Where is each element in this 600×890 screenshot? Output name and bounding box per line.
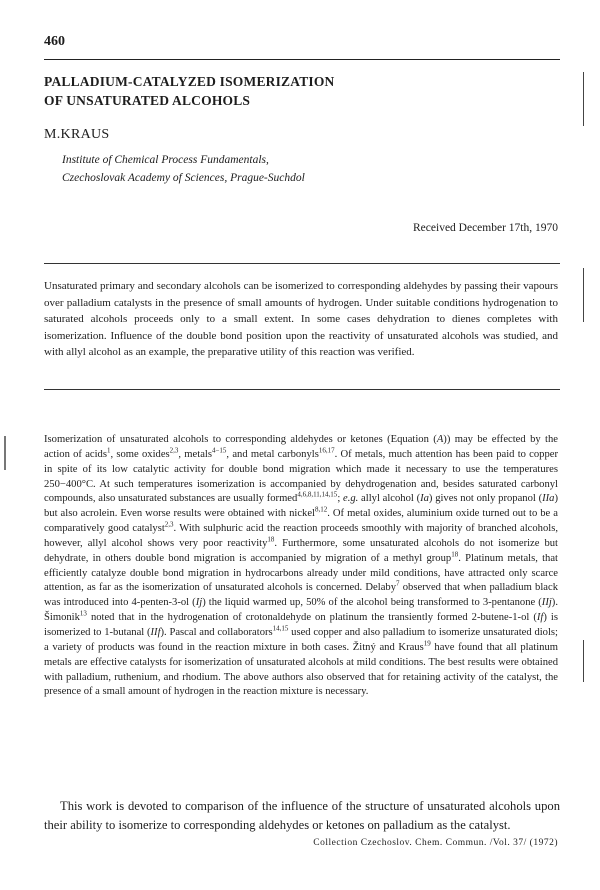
title-line-1: PALLADIUM-CATALYZED ISOMERIZATION xyxy=(44,74,335,89)
citation: 18 xyxy=(451,550,459,559)
citation: 19 xyxy=(423,639,431,648)
citation: 8,12 xyxy=(314,505,328,514)
citation: 14,15 xyxy=(272,624,289,633)
journal-footer: Collection Czechoslov. Chem. Commun. /Vol. 37/ (1972) xyxy=(313,838,558,848)
top-rule xyxy=(44,59,560,60)
lead-paragraph: This work is devoted to comparison of the influence of the structure of unsaturated alcohols upon their ability to isomerize to corresponding aldehydes or ketones on palladium as the catalyst. xyxy=(44,799,560,832)
citation: 4−15 xyxy=(211,446,227,455)
received-date: Received December 17th, 1970 xyxy=(413,222,558,234)
citation: 2,3 xyxy=(164,520,174,529)
abstract-bottom-rule xyxy=(44,389,560,390)
article-title xyxy=(44,72,524,110)
citation: 4,6,8,11,14,15 xyxy=(297,490,338,499)
affiliation-line-1: Institute of Chemical Process Fundamentals, xyxy=(62,154,269,166)
introduction-paragraph: Isomerization of unsaturated alcohols to corresponding aldehydes or ketones (Equation (A)) may be effected by the action of acids$^1$, some oxides$^{2,3}$, metals$^{4-15}$, and metal carbonyls$^{16,17}$. Of metals, much attention has been paid to copper in spite of its low catalytic activity for double bond migration which made it necessary to use the temperatures 250−400°C. At such temperatures isomerization is accompanied by dehydrogenation and, besides saturated carbonyl compounds, also unsaturated substances are usually formed$^{4,6,8,11,14,15}$; e.g. allyl alcohol (Ia) gives not only propanol (IIa) but also acrolein. Even worse results were obtained with nickel$^{8,12}$. Of metal oxides, aluminium oxide turned out to be a comparatively good catalyst$^{2,3}$. With sulphuric acid the reaction proceeds smoothly with majority of branched alcohols, however, allyl alcohol shows very poor reactivity$^{18}$. Furthermore, some unsaturated alcohols do not isomerize but dehydrate, in others double bond migration is accompanied by migration of a methyl group$^{18}$. Platinum metals, that efficiently catalyze double bond migration in hydrocarbons already under mild conditions, have attracted only scarce attention, as far as the isomerization of unsaturated alcohols is concerned. Delaby$^7$ observed that when palladium black was introduced into 4-penten-3-ol (Ij) the liquid warmed up, 50% of the alcohol being transformed to 3-pentanone (IIj). Šimonik$^{13}$ noted that in the hydrogenation of crotonaldehyde on platinum the transiently formed 2-butene-1-ol (If) is isomerized to 1-butanal (IIf). Pascal and collaborators$^{14,15}$ used copper and also palladium to isomerize unsaturated diols; a variety of products was found in the reaction mixture in both cases. Žitný and Kraus$^{19}$ have found that all platinum metals are effective catalysts for isomerization of unsaturated alcohols at mild conditions. The best results were obtained with palladium, ruthenium, and rhodium. The above authors also observed that for retaining activity of the catalyst, the presence of a small amount of hydrogen in the reaction mixture is necessary. xyxy=(44,434,559,698)
margin-scan-mark xyxy=(4,436,6,470)
margin-scan-mark xyxy=(583,72,584,126)
abstract: Unsaturated primary and secondary alcohols can be isomerized to corresponding aldehydes by passing their vapours over palladium catalysts in the presence of small amounts of hydrogen. Under suitable conditions hydrogenation to saturated alcohols proceeds only to a small extent. In some cases dehydration to dienes completes with isomerization. Influence of the double bond position upon the reactivity of unsaturated alcohols was studied, and with allyl alcohol as an example, the preparative utility of this reaction was verified. xyxy=(44,280,558,359)
citation: 13 xyxy=(79,609,87,618)
affiliation-line-2: Czechoslovak Academy of Sciences, Prague-Suchdol xyxy=(62,172,305,184)
margin-scan-mark xyxy=(583,640,584,682)
citation: 7 xyxy=(396,579,400,588)
citation: 16,17 xyxy=(318,446,335,455)
margin-scan-mark xyxy=(583,268,584,322)
title-line-2: OF UNSATURATED ALCOHOLS xyxy=(44,93,251,108)
abstract-top-rule xyxy=(44,263,560,264)
page-number: 460 xyxy=(44,34,65,49)
author-name: M.KRAUS xyxy=(44,127,110,142)
citation: 2,3 xyxy=(169,446,179,455)
citation: 1 xyxy=(106,446,111,455)
author-affiliation xyxy=(62,151,305,187)
citation: 18 xyxy=(267,535,275,544)
